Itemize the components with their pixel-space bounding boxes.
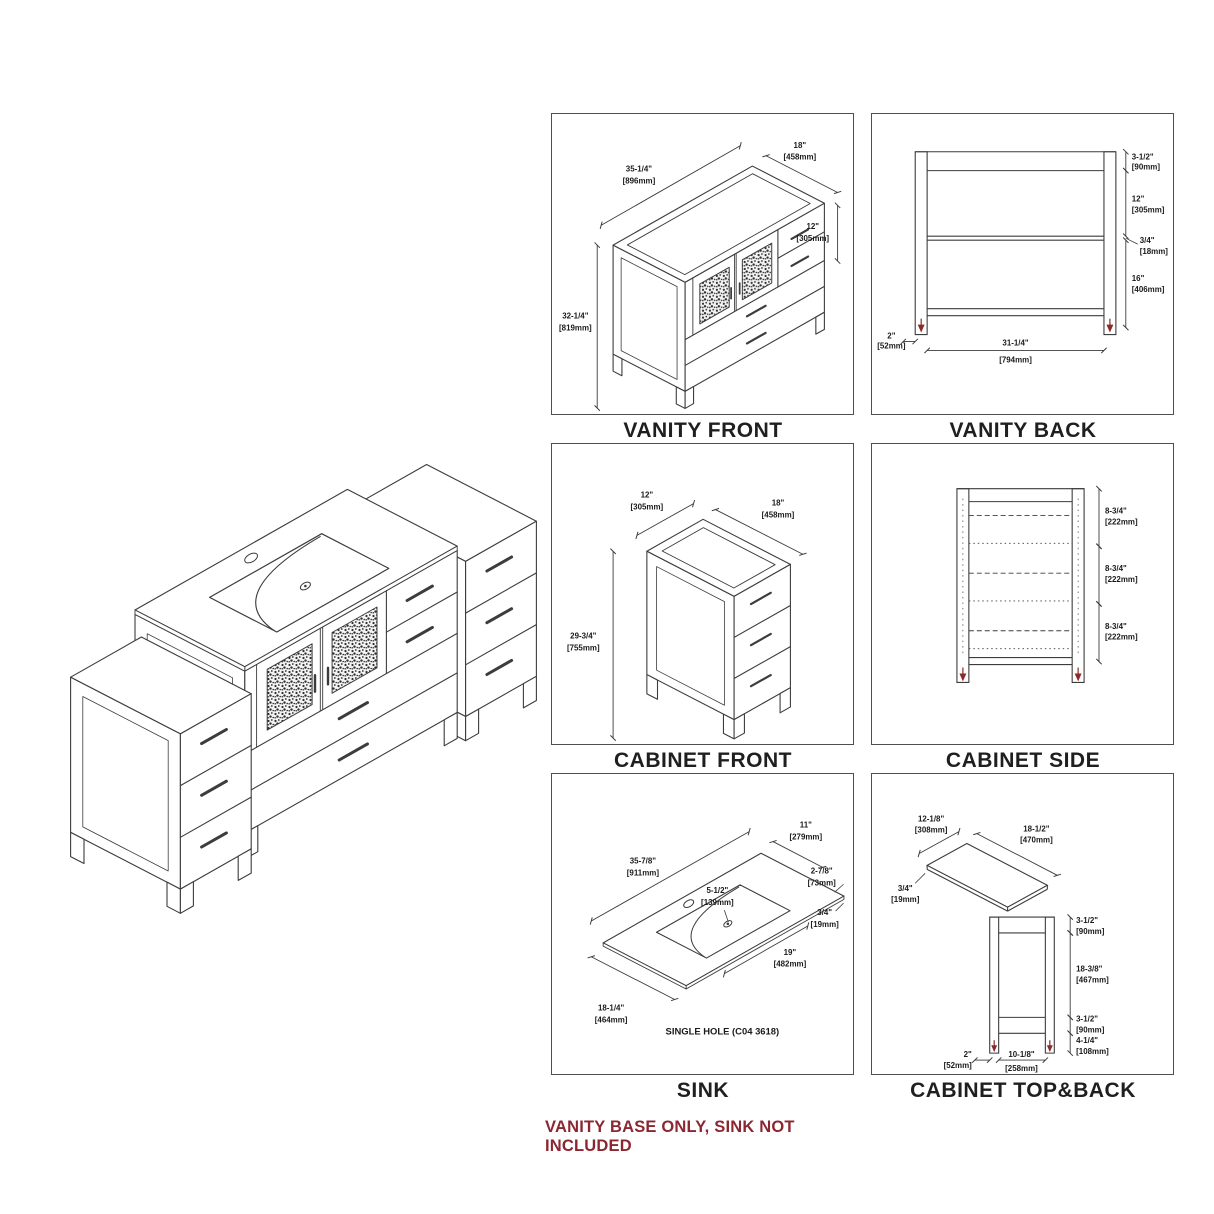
dim-vf-drawer-mm: [305mm] (796, 234, 830, 244)
dim-vb-leg-mm: [52mm] (877, 341, 906, 351)
dim-cs-sec3-mm: [222mm] (1104, 632, 1138, 642)
dim-sk-basinback-in: 11" (799, 820, 812, 830)
dim-cf-height-in: 29-3/4" (570, 631, 597, 641)
dim-ctb-topw-in: 12-1/8" (917, 814, 945, 824)
dim-cs-sec3-in: 8-3/4" (1104, 621, 1127, 631)
dim-ctb-rail-in: 3-1/2" (1076, 916, 1099, 926)
dim-ctb-width-in: 10-1/8" (1008, 1050, 1035, 1060)
vanity-front-drawing (613, 166, 824, 408)
vanity-front-box (551, 113, 854, 415)
dim-cs-sec1-mm: [222mm] (1104, 517, 1138, 527)
dim-vb-mid-mm: [305mm] (1131, 205, 1165, 215)
panel-title-cabinet-side: CABINET SIDE (945, 749, 1101, 772)
dim-ctb-rail2-in: 3-1/2" (1076, 1014, 1099, 1024)
dim-ctb-rail-mm: [90mm] (1076, 926, 1105, 936)
dim-ctb-topt-in: 3/4" (897, 884, 913, 894)
dim-cs-sec1-in: 8-3/4" (1104, 506, 1127, 516)
dim-vf-depth-mm: [458mm] (783, 152, 817, 162)
right-post (1104, 152, 1116, 335)
panel-title-vanity-back: VANITY BACK (949, 419, 1097, 442)
cabinet-front-box (551, 443, 854, 745)
dim-sk-basin-mm: [482mm] (773, 959, 807, 969)
dim-vb-lower-mm: [406mm] (1131, 284, 1165, 294)
dim-ctb-width-mm: [258mm] (1005, 1064, 1038, 1074)
dim-vb-leg-in: 2" (887, 331, 896, 341)
panel-cabinet-side (871, 443, 1175, 773)
dim-vb-width-in: 31-1/4" (1002, 338, 1029, 348)
dim-vb-lower-in: 16" (1131, 273, 1145, 283)
dim-vb-width-mm: [794mm] (999, 355, 1032, 365)
dim-sk-depth-in: 18-1/4" (597, 1003, 625, 1013)
dim-cs-sec2-in: 8-3/4" (1104, 564, 1127, 574)
dim-sk-depth-mm: [464mm] (594, 1015, 628, 1025)
dim-ctb-leg-in: 4-1/4" (1076, 1036, 1099, 1046)
panel-vanity-front (551, 113, 855, 443)
left-post (990, 917, 999, 1053)
dim-sk-thick-in: 3/4" (817, 908, 833, 918)
panel-title-vanity-front: VANITY FRONT (623, 419, 783, 442)
dim-vb-toprail-in: 3-1/2" (1131, 152, 1154, 162)
top-slab (927, 844, 1047, 908)
dim-ctb-leg-mm: [108mm] (1076, 1047, 1109, 1057)
dim-ctb-mid-in: 18-3/8" (1076, 964, 1103, 974)
dim-sk-basinback-mm: [279mm] (789, 832, 823, 842)
dim-ctb-topw-mm: [308mm] (914, 825, 948, 835)
dim-sk-drain-in: 5-1/2" (706, 886, 729, 896)
dim-vb-mid-in: 12" (1131, 194, 1145, 204)
assembled-vanity-isometric-drawing (15, 425, 545, 1005)
dim-cf-width-in: 12" (640, 490, 654, 500)
dim-cf-height-mm: [755mm] (566, 643, 600, 653)
dim-vb-toprail-mm: [90mm] (1131, 162, 1161, 172)
dim-vf-height-in: 32-1/4" (562, 311, 589, 321)
panel-title-cabinet-front: CABINET FRONT (614, 749, 792, 772)
left-post (957, 489, 969, 683)
panel-cabinet-top-back (871, 773, 1175, 1103)
dim-sk-width-mm: [911mm] (626, 868, 660, 878)
dim-vf-width-in: 35-1/4" (625, 164, 653, 174)
panel-vanity-back (871, 113, 1175, 443)
dim-ctb-topd-in: 18-1/2" (1023, 824, 1050, 834)
assembled-vanity-lines (71, 465, 537, 914)
dim-cs-sec2-mm: [222mm] (1104, 575, 1138, 585)
dim-sk-basin-in: 19" (783, 947, 797, 957)
right-post (1072, 489, 1084, 683)
panel-sink (551, 773, 855, 1103)
right-post (1045, 917, 1054, 1053)
dim-vb-shelf-in: 3/4" (1139, 236, 1155, 246)
dim-vf-height-mm: [819mm] (559, 323, 592, 333)
vanity-back-box (871, 113, 1174, 415)
dim-ctb-topt-mm: [19mm] (891, 895, 920, 905)
cabinet-top-back-box (871, 773, 1174, 1075)
panel-cabinet-front (551, 443, 855, 773)
dim-ctb-mid-mm: [467mm] (1076, 975, 1109, 985)
dim-ctb-foot-mm: [52mm] (943, 1061, 972, 1071)
dim-ctb-topd-mm: [470mm] (1020, 835, 1053, 845)
footnote-vanity-base-only: VANITY BASE ONLY, SINK NOT INCLUDED (545, 1118, 795, 1155)
dim-vf-drawer-in: 12" (806, 222, 820, 232)
sink-hole-note: SINGLE HOLE (C04 3618) (665, 1025, 780, 1037)
dim-ctb-foot-in: 2" (963, 1050, 972, 1060)
dim-sk-right-mm: [73mm] (807, 878, 836, 888)
dim-sk-drain-mm: [139mm] (701, 898, 734, 908)
dim-cf-depth-in: 18" (771, 498, 785, 508)
dim-sk-width-in: 35-7/8" (629, 856, 657, 866)
cabinet-front-drawing (647, 519, 791, 739)
dim-vf-depth-in: 18" (793, 140, 807, 150)
dim-ctb-rail2-mm: [90mm] (1076, 1025, 1105, 1035)
left-post (915, 152, 927, 335)
dim-sk-thick-mm: [19mm] (810, 919, 839, 929)
panel-title-cabinet-top-back: CABINET TOP&BACK (910, 1079, 1136, 1102)
panel-title-sink: SINK (676, 1079, 730, 1102)
dim-vf-width-mm: [896mm] (622, 176, 656, 186)
dim-cf-width-mm: [305mm] (630, 502, 664, 512)
cabinet-side-box (871, 443, 1174, 745)
dim-vb-shelf-mm: [18mm] (1139, 247, 1168, 257)
dim-cf-depth-mm: [458mm] (761, 510, 795, 520)
sink-box (551, 773, 854, 1075)
dim-sk-right-in: 2-7/8" (810, 866, 833, 876)
